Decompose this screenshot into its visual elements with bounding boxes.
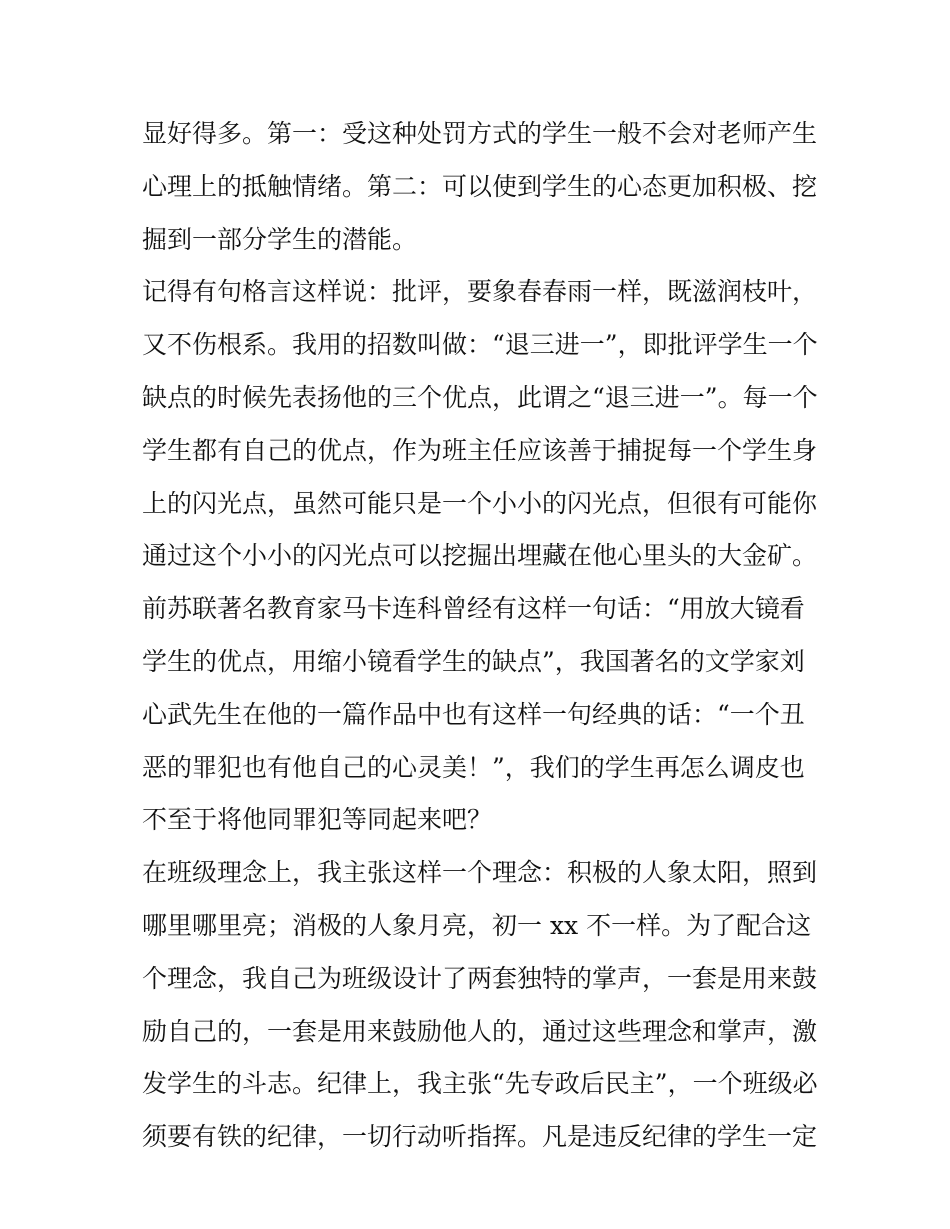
text-line: 掘到一部分学生的潜能。 xyxy=(142,224,418,254)
text-line: 学生都有自己的优点，作为班主任应该善于捕捉每一个学生身 xyxy=(142,435,818,465)
text-line: 学生的优点，用缩小镜看学生的缺点”，我国著名的文学家刘 xyxy=(142,646,805,676)
text-line: 心理上的抵触情绪。第二：可以使到学生的心态更加积极、挖 xyxy=(142,171,818,201)
text-line: 在班级理念上，我主张这样一个理念：积极的人象太阳，照到 xyxy=(142,858,818,888)
text-line: 不至于将他同罪犯等同起来吧？ xyxy=(142,805,493,835)
text-line: 个理念，我自己为班级设计了两套独特的掌声，一套是用来鼓 xyxy=(142,963,818,993)
text-line: 恶的罪犯也有他自己的心灵美！”，我们的学生再怎么调皮也 xyxy=(142,752,805,782)
text-line: 心武先生在他的一篇作品中也有这样一句经典的话：“一个丑 xyxy=(142,699,805,729)
text-line: 显好得多。第一：受这种处罚方式的学生一般不会对老师产生 xyxy=(142,119,818,148)
text-line: 记得有句格言这样说：批评，要象春春雨一样，既滋润枝叶， xyxy=(142,277,818,307)
text-line: 前苏联著名教育家马卡连科曾经有这样一句话：“用放大镜看 xyxy=(142,594,805,624)
body-text xyxy=(142,108,822,1164)
text-line: 缺点的时候先表扬他的三个优点，此谓之“退三进一”。每一个 xyxy=(142,382,818,412)
text-line: 哪里哪里亮；消极的人象月亮，初一 xx 不一样。为了配合这 xyxy=(142,910,812,940)
text-line: 上的闪光点，虽然可能只是一个小小的闪光点，但很有可能你 xyxy=(142,488,818,518)
text-line: 励自己的，一套是用来鼓励他人的，通过这些理念和掌声，激 xyxy=(142,1016,818,1046)
text-line: 发学生的斗志。纪律上，我主张“先专政后民主”，一个班级必 xyxy=(142,1069,818,1099)
text-line: 通过这个小小的闪光点可以挖掘出埋藏在他心里头的大金矿。 xyxy=(142,541,818,571)
text-line: 又不伤根系。我用的招数叫做：“退三进一”，即批评学生一个 xyxy=(142,330,818,360)
text-line: 须要有铁的纪律，一切行动听指挥。凡是违反纪律的学生一定 xyxy=(142,1122,818,1152)
